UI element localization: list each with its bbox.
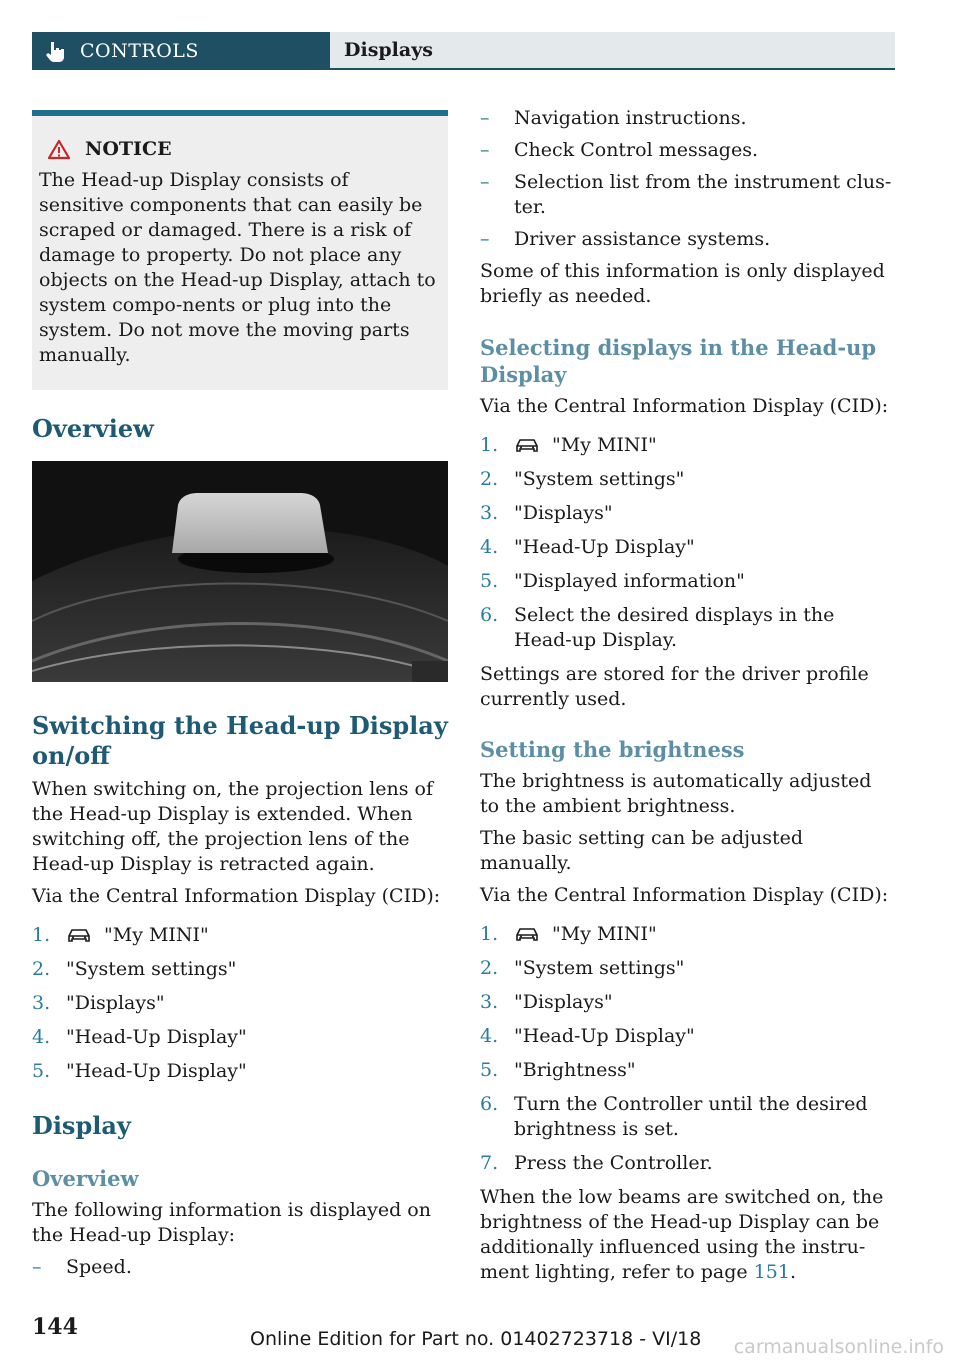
edition-footer: Online Edition for Part no. 01402723718 - VI/18 <box>250 1328 702 1350</box>
header-chapter-bar <box>330 32 895 70</box>
notice-heading <box>39 138 438 160</box>
head-up-display-illustration <box>32 461 448 682</box>
header-section-label: CONTROLS <box>80 40 199 62</box>
list-item: 2. "System settings" <box>480 957 685 979</box>
notice-box <box>32 110 448 390</box>
notice-body: The Head-up Display consists of sensitive components that can easily be scraped or damaged. There is a risk of damage to property. Do not place any objects on the Head-up Display, attach to system compo-nents or plug into the system. Do not move the moving parts manually. <box>39 169 436 366</box>
header-chapter-label: Displays <box>344 39 433 61</box>
brightness-p2: The basic setting can be adjusted manually. <box>480 827 804 874</box>
list-item: 4. "Head-Up Display" <box>480 536 695 558</box>
head-up-display-photo <box>32 461 448 682</box>
brightness-heading: Setting the brightness <box>480 737 745 762</box>
notice-title: NOTICE <box>85 138 172 160</box>
list-item: 4. "Head-Up Display" <box>32 1026 247 1048</box>
switching-heading: Switching the Head-up Display on/off <box>32 711 448 770</box>
list-item: 4. "Head-Up Display" <box>480 1025 695 1047</box>
list-item: 7. Press the Controller. <box>480 1152 713 1174</box>
car-icon <box>66 927 92 943</box>
list-item: – Check Control messages. <box>480 139 758 161</box>
left-column <box>32 110 448 1287</box>
list-item: 6. Turn the Controller until the desired brightness is set. <box>480 1093 868 1140</box>
warning-triangle-icon <box>47 139 71 160</box>
list-item: 1. "My MINI" <box>32 924 209 946</box>
right-column <box>480 106 895 1285</box>
overview-heading: Overview <box>32 414 154 443</box>
list-item: 6. Select the desired displays in the Head-up Display. <box>480 604 835 651</box>
list-item: – Selection list from the instrument clus-ter. <box>480 171 892 218</box>
display-note: Some of this information is only displayed briefly as needed. <box>480 260 885 307</box>
list-item: – Speed. <box>32 1256 132 1278</box>
selecting-via: Via the Central Information Display (CID): <box>480 395 889 417</box>
switching-steps <box>32 923 448 1084</box>
list-item: – Driver assistance systems. <box>480 228 771 250</box>
watermark: carmanualsonline.info <box>733 1336 944 1358</box>
display-items-left <box>32 1255 448 1280</box>
switching-via: Via the Central Information Display (CID): <box>32 885 441 907</box>
switching-body: When switching on, the projection lens of the Head-up Display is extended. When switching off, the projection lens of the Head-up Display is retracted again. <box>32 778 434 875</box>
list-item: 3. "Displays" <box>32 992 165 1014</box>
list-item: 1. "My MINI" <box>480 434 657 456</box>
display-body: The following information is displayed on the Head-up Display: <box>32 1199 431 1246</box>
display-items-right <box>480 106 895 252</box>
car-icon <box>514 926 540 942</box>
list-item: 1. "My MINI" <box>480 923 657 945</box>
selecting-steps <box>480 433 895 653</box>
brightness-steps <box>480 922 895 1176</box>
brightness-p1: The brightness is automatically adjusted to the ambient brightness. <box>480 770 872 817</box>
selecting-note: Settings are stored for the driver profile currently used. <box>480 663 869 710</box>
hand-pointer-icon <box>44 40 66 62</box>
car-icon <box>514 437 540 453</box>
brightness-via: Via the Central Information Display (CID): <box>480 884 889 906</box>
page-reference-link[interactable]: 151 <box>753 1261 790 1283</box>
list-item: 5. "Brightness" <box>480 1059 636 1081</box>
list-item: – Navigation instructions. <box>480 107 747 129</box>
list-item: 3. "Displays" <box>480 991 613 1013</box>
list-item: 5. "Displayed information" <box>480 570 745 592</box>
list-item: 2. "System settings" <box>480 468 685 490</box>
header-section-tab <box>32 32 330 70</box>
list-item: 5. "Head-Up Display" <box>32 1060 247 1082</box>
selecting-heading: Selecting displays in the Head-up Display <box>480 335 877 387</box>
display-overview-subheading: Overview <box>32 1166 139 1191</box>
brightness-closing: When the low beams are switched on, the brightness of the Head-up Display can be additionally influenced using the instru-ment lighting, refer to page 151. <box>480 1186 884 1283</box>
page-number: 144 <box>32 1314 78 1340</box>
list-item: 3. "Displays" <box>480 502 613 524</box>
list-item: 2. "System settings" <box>32 958 237 980</box>
display-heading: Display <box>32 1111 131 1140</box>
